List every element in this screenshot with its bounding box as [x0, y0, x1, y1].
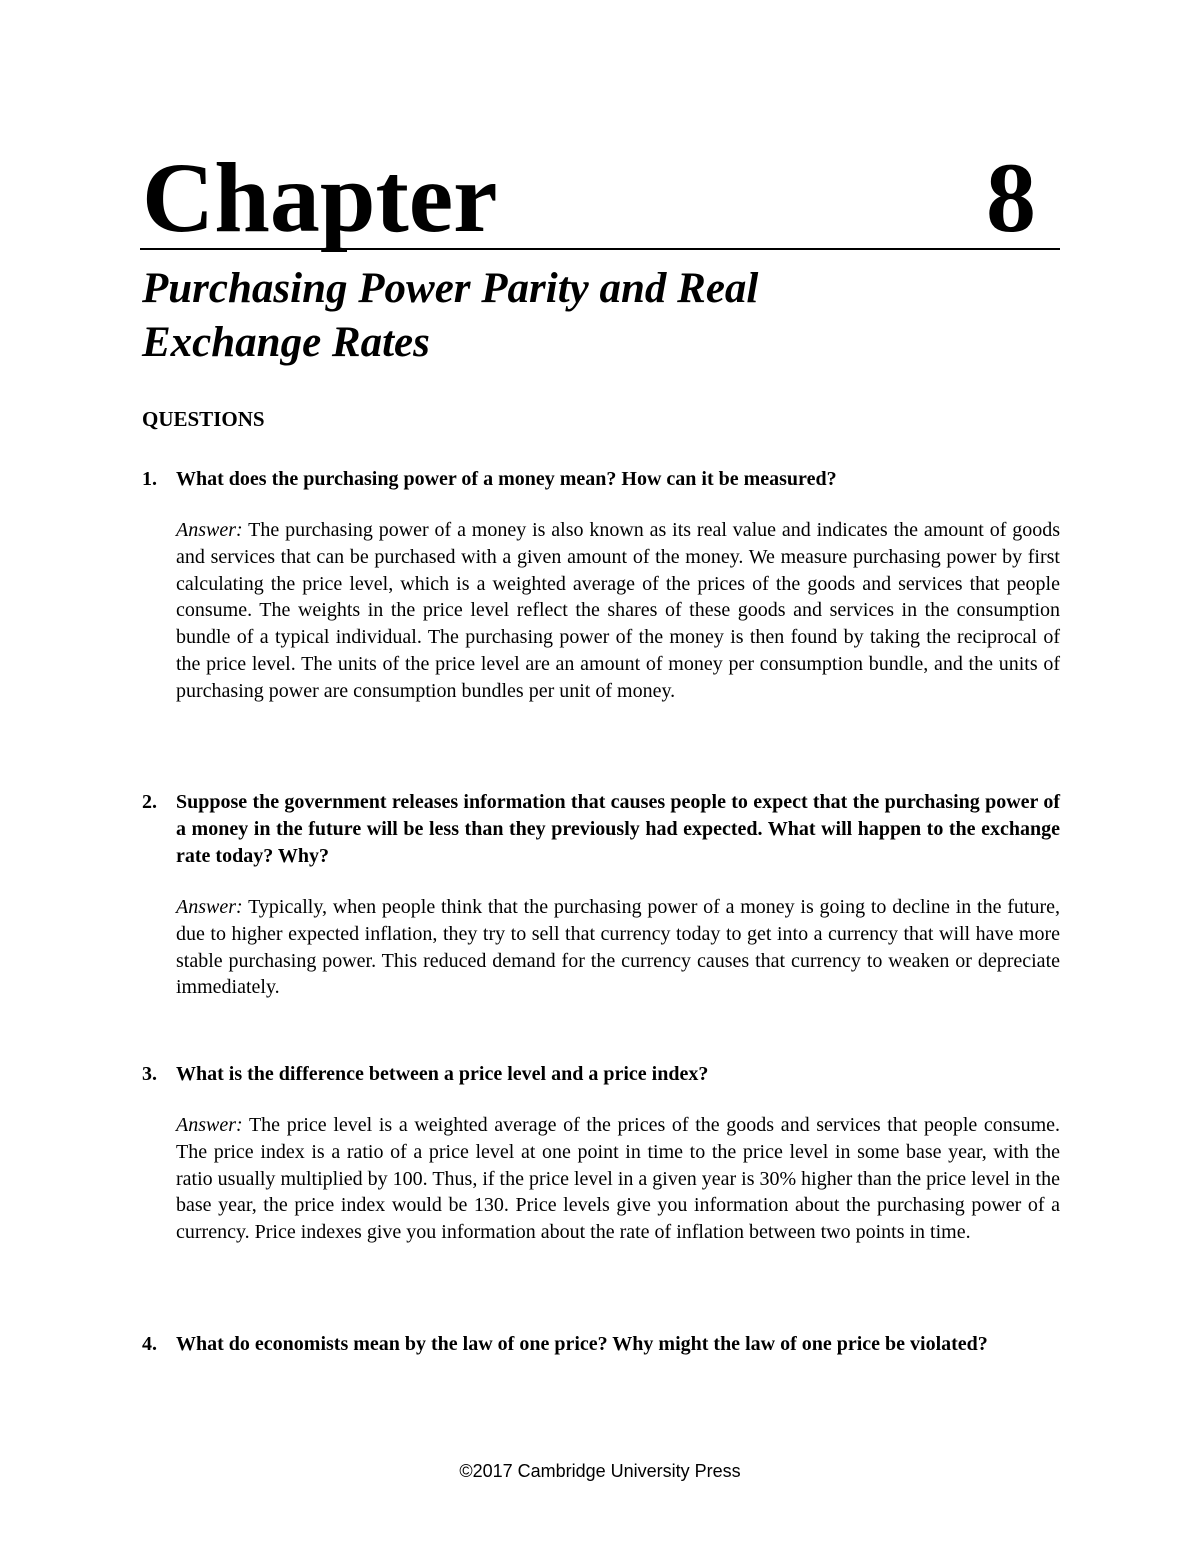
question-2 — [142, 789, 1060, 1001]
question-number: 4. — [142, 1333, 157, 1355]
answer-label: Answer: — [176, 519, 243, 541]
chapter-header — [140, 142, 1060, 253]
answer-label: Answer: — [176, 896, 243, 918]
answer — [176, 1112, 1060, 1246]
answer-text: The purchasing power of a money is also known as its real value and indicates the amount of goods and services that can be purchased with a given amount of the money. We measure purchasing power by first calculating the price level, which is a weighted average of the prices of the goods and services that people consume. The weights in the price level reflect the shares of these goods and services in the consumption bundle of a typical individual. The purchasing power of the money is then found by taking the reciprocal of the price level. The units of the price level are an amount of money per consumption bundle, and the units of purchasing power are consumption bundles per unit of money. — [176, 519, 1061, 702]
question-number: 1. — [142, 468, 157, 490]
copyright-footer: ©2017 Cambridge University Press — [459, 1461, 741, 1481]
chapter-title — [142, 262, 1042, 370]
question-number: 3. — [142, 1063, 157, 1085]
question-4 — [142, 1331, 1060, 1358]
answer-text: The price level is a weighted average of the prices of the goods and services that people consume. The price index is a ratio of a price level at one point in time to the price level in some base year, with the ratio usually multiplied by 100. Thus, if the price level in a given year is 30% higher than the price level in the base year, the price index would be 130. Price levels give you information about the purchasing power of a currency. Price indexes give you information about the rate of inflation between two points in time. — [176, 1114, 1060, 1244]
section-heading: QUESTIONS — [142, 407, 265, 431]
chapter-word: Chapter — [142, 142, 498, 253]
question-1 — [142, 466, 1060, 705]
chapter-title-line-2: Exchange Rates — [142, 319, 430, 366]
question-text: What does the purchasing power of a money mean? How can it be measured? — [176, 468, 837, 490]
answer-label: Answer: — [176, 1114, 243, 1136]
question-3 — [142, 1061, 1060, 1246]
question-text: What is the difference between a price level and a price index? — [176, 1063, 709, 1085]
answer — [176, 517, 1060, 705]
answer — [176, 894, 1060, 1001]
chapter-number: 8 — [986, 142, 1036, 253]
answer-text: Typically, when people think that the purchasing power of a money is going to decline in the future, due to higher expected inflation, they try to sell that currency today to get into a currency that will have more stable purchasing power. This reduced demand for the currency causes that currency to weaken or depreciate immediately. — [176, 896, 1061, 999]
question-text: What do economists mean by the law of one price? Why might the law of one price be violated? — [176, 1333, 988, 1355]
chapter-title-line-1: Purchasing Power Parity and Real — [142, 265, 759, 312]
question-number: 2. — [142, 791, 157, 813]
question-text: Suppose the government releases information that causes people to expect that the purchasing power of a money in the future will be less than they previously had expected. What will happen to the exchange rate today? Why? — [176, 791, 1060, 867]
